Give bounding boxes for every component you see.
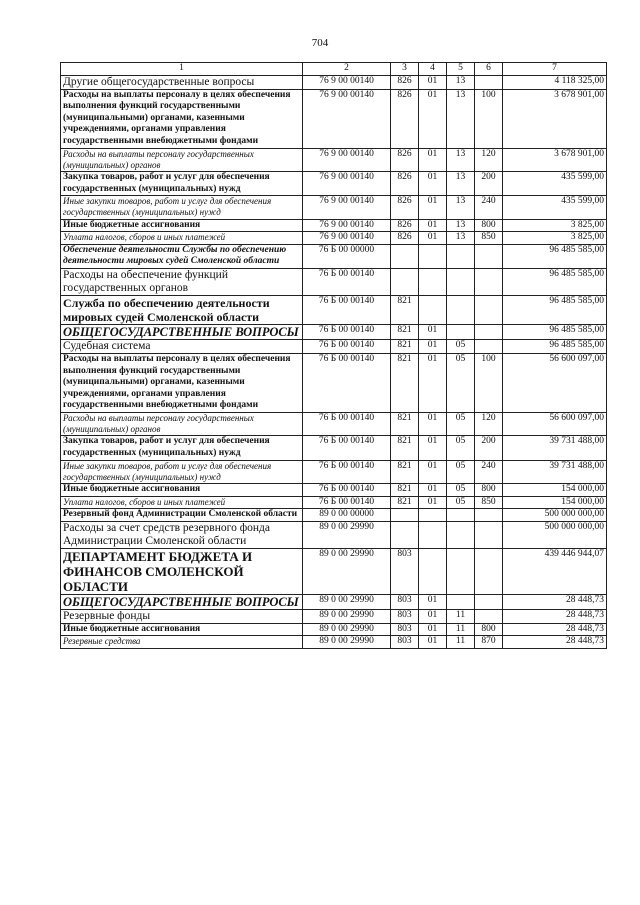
- subsection-code-cell: [447, 548, 475, 594]
- table-row: [61, 521, 607, 548]
- target-article-code-cell: 89 0 00 29990: [303, 521, 391, 548]
- amount-cell: 3 678 901,00: [503, 148, 607, 171]
- amount-cell: 96 485 585,00: [503, 339, 607, 353]
- ministry-code-cell: [391, 268, 419, 295]
- expense-name-cell: Судебная система: [61, 339, 303, 353]
- column-header: 3: [391, 63, 419, 76]
- ministry-code-cell: 803: [391, 548, 419, 594]
- table-row: [61, 219, 607, 232]
- amount-cell: 500 000 000,00: [503, 509, 607, 522]
- ministry-code-cell: 803: [391, 609, 419, 623]
- expense-name-cell: Уплата налогов, сборов и иных платежей: [61, 232, 303, 245]
- section-code-cell: 01: [419, 324, 447, 339]
- section-code-cell: 01: [419, 89, 447, 148]
- amount-cell: 28 448,73: [503, 609, 607, 623]
- ministry-code-cell: 826: [391, 196, 419, 219]
- section-code-cell: [419, 244, 447, 268]
- expense-name-cell: ОБЩЕГОСУДАРСТВЕННЫЕ ВОПРОСЫ: [61, 324, 303, 339]
- table-row: [61, 268, 607, 295]
- column-header: 7: [503, 63, 607, 76]
- subsection-code-cell: 05: [447, 339, 475, 353]
- table-row: [61, 295, 607, 324]
- section-code-cell: [419, 295, 447, 324]
- table-row: [61, 623, 607, 636]
- section-code-cell: 01: [419, 353, 447, 412]
- table-row: [61, 244, 607, 268]
- section-code-cell: 01: [419, 594, 447, 609]
- expense-name-cell: Расходы на выплаты персоналу в целях обеспечения выполнения функций государственными (муниципальными) органами, казенными учреждениями, органами управления государственными внебюджетными фондами: [61, 353, 303, 412]
- subsection-code-cell: 13: [447, 196, 475, 219]
- table-row: [61, 353, 607, 412]
- expense-type-code-cell: [475, 509, 503, 522]
- expense-name-cell: Расходы на выплаты персоналу государственных (муниципальных) органов: [61, 148, 303, 171]
- amount-cell: 96 485 585,00: [503, 324, 607, 339]
- expense-type-code-cell: 200: [475, 436, 503, 460]
- amount-cell: 500 000 000,00: [503, 521, 607, 548]
- expense-name-cell: Служба по обеспечению деятельности мировых судей Смоленской области: [61, 295, 303, 324]
- target-article-code-cell: 89 0 00 00000: [303, 509, 391, 522]
- expense-name-cell: Резервный фонд Администрации Смоленской области: [61, 509, 303, 522]
- expense-type-code-cell: [475, 75, 503, 89]
- column-header: 2: [303, 63, 391, 76]
- section-code-cell: 01: [419, 412, 447, 435]
- target-article-code-cell: 76 9 00 00140: [303, 171, 391, 195]
- subsection-code-cell: 05: [447, 496, 475, 509]
- expense-name-cell: Расходы на выплаты персоналу в целях обеспечения выполнения функций государственными (муниципальными) органами, казенными учреждениями, органами управления государственными внебюджетными фондами: [61, 89, 303, 148]
- section-code-cell: 01: [419, 496, 447, 509]
- expense-name-cell: Другие общегосударственные вопросы: [61, 75, 303, 89]
- amount-cell: 154 000,00: [503, 496, 607, 509]
- target-article-code-cell: 76 Б 00 00140: [303, 436, 391, 460]
- expense-name-cell: Иные бюджетные ассигнования: [61, 623, 303, 636]
- subsection-code-cell: 13: [447, 148, 475, 171]
- target-article-code-cell: 89 0 00 29990: [303, 609, 391, 623]
- expense-name-cell: Иные бюджетные ассигнования: [61, 483, 303, 496]
- section-code-cell: 01: [419, 460, 447, 483]
- subsection-code-cell: [447, 324, 475, 339]
- expense-name-cell: Закупка товаров, работ и услуг для обеспечения государственных (муниципальных) нужд: [61, 171, 303, 195]
- page-number: 704: [311, 37, 329, 49]
- expense-type-code-cell: 850: [475, 232, 503, 245]
- table-row: [61, 171, 607, 195]
- amount-cell: 56 600 097,00: [503, 353, 607, 412]
- expense-name-cell: Расходы за счет средств резервного фонда Администрации Смоленской области: [61, 521, 303, 548]
- expense-type-code-cell: [475, 594, 503, 609]
- section-code-cell: 01: [419, 483, 447, 496]
- ministry-code-cell: 821: [391, 436, 419, 460]
- expense-name-cell: Уплата налогов, сборов и иных платежей: [61, 496, 303, 509]
- table-row: [61, 89, 607, 148]
- ministry-code-cell: 821: [391, 460, 419, 483]
- amount-cell: 39 731 488,00: [503, 460, 607, 483]
- table-row: [61, 412, 607, 435]
- target-article-code-cell: 76 9 00 00140: [303, 219, 391, 232]
- target-article-code-cell: 76 Б 00 00140: [303, 496, 391, 509]
- amount-cell: 96 485 585,00: [503, 244, 607, 268]
- table-row: [61, 436, 607, 460]
- subsection-code-cell: 13: [447, 89, 475, 148]
- expense-type-code-cell: 850: [475, 496, 503, 509]
- expense-name-cell: Иные закупки товаров, работ и услуг для обеспечения государственных (муниципальных) нужд: [61, 460, 303, 483]
- subsection-code-cell: 13: [447, 75, 475, 89]
- budget-table: [60, 62, 607, 649]
- target-article-code-cell: 76 Б 00 00140: [303, 460, 391, 483]
- section-code-cell: [419, 548, 447, 594]
- ministry-code-cell: 821: [391, 496, 419, 509]
- expense-type-code-cell: 800: [475, 623, 503, 636]
- amount-cell: 4 118 325,00: [503, 75, 607, 89]
- target-article-code-cell: 76 Б 00 00140: [303, 483, 391, 496]
- expense-name-cell: ДЕПАРТАМЕНТ БЮДЖЕТА И ФИНАНСОВ СМОЛЕНСКОЙ ОБЛАСТИ: [61, 548, 303, 594]
- target-article-code-cell: 76 9 00 00140: [303, 232, 391, 245]
- section-code-cell: [419, 509, 447, 522]
- expense-type-code-cell: [475, 521, 503, 548]
- expense-type-code-cell: [475, 324, 503, 339]
- target-article-code-cell: 89 0 00 29990: [303, 548, 391, 594]
- amount-cell: 28 448,73: [503, 636, 607, 649]
- target-article-code-cell: 89 0 00 29990: [303, 623, 391, 636]
- ministry-code-cell: 803: [391, 636, 419, 649]
- ministry-code-cell: 826: [391, 75, 419, 89]
- subsection-code-cell: 05: [447, 353, 475, 412]
- subsection-code-cell: 11: [447, 623, 475, 636]
- target-article-code-cell: 76 9 00 00140: [303, 148, 391, 171]
- target-article-code-cell: 76 9 00 00140: [303, 75, 391, 89]
- expense-type-code-cell: 800: [475, 483, 503, 496]
- table-row: [61, 509, 607, 522]
- amount-cell: 435 599,00: [503, 171, 607, 195]
- target-article-code-cell: 76 Б 00 00140: [303, 324, 391, 339]
- expense-name-cell: Закупка товаров, работ и услуг для обеспечения государственных (муниципальных) нужд: [61, 436, 303, 460]
- target-article-code-cell: 76 Б 00 00140: [303, 268, 391, 295]
- target-article-code-cell: 76 Б 00 00140: [303, 295, 391, 324]
- table-row: [61, 594, 607, 609]
- target-article-code-cell: 76 Б 00 00000: [303, 244, 391, 268]
- column-header: 4: [419, 63, 447, 76]
- table-row: [61, 339, 607, 353]
- section-code-cell: 01: [419, 636, 447, 649]
- expense-name-cell: Резервные фонды: [61, 609, 303, 623]
- ministry-code-cell: [391, 509, 419, 522]
- table-header-row: [61, 63, 607, 76]
- table-row: [61, 148, 607, 171]
- section-code-cell: [419, 521, 447, 548]
- ministry-code-cell: 821: [391, 412, 419, 435]
- table-row: [61, 196, 607, 219]
- expense-type-code-cell: [475, 244, 503, 268]
- amount-cell: 96 485 585,00: [503, 268, 607, 295]
- ministry-code-cell: 826: [391, 219, 419, 232]
- amount-cell: 435 599,00: [503, 196, 607, 219]
- expense-type-code-cell: [475, 548, 503, 594]
- subsection-code-cell: 11: [447, 636, 475, 649]
- ministry-code-cell: 821: [391, 324, 419, 339]
- expense-type-code-cell: [475, 609, 503, 623]
- expense-type-code-cell: [475, 268, 503, 295]
- target-article-code-cell: 89 0 00 29990: [303, 636, 391, 649]
- table-row: [61, 232, 607, 245]
- ministry-code-cell: 821: [391, 295, 419, 324]
- subsection-code-cell: [447, 295, 475, 324]
- target-article-code-cell: 76 9 00 00140: [303, 89, 391, 148]
- amount-cell: 3 678 901,00: [503, 89, 607, 148]
- amount-cell: 28 448,73: [503, 594, 607, 609]
- expense-type-code-cell: 800: [475, 219, 503, 232]
- subsection-code-cell: 13: [447, 232, 475, 245]
- section-code-cell: 01: [419, 148, 447, 171]
- section-code-cell: 01: [419, 436, 447, 460]
- subsection-code-cell: 05: [447, 460, 475, 483]
- ministry-code-cell: [391, 521, 419, 548]
- amount-cell: 439 446 944,07: [503, 548, 607, 594]
- section-code-cell: 01: [419, 232, 447, 245]
- section-code-cell: 01: [419, 219, 447, 232]
- expense-type-code-cell: 870: [475, 636, 503, 649]
- column-header: 1: [61, 63, 303, 76]
- expense-type-code-cell: 240: [475, 196, 503, 219]
- ministry-code-cell: 821: [391, 339, 419, 353]
- ministry-code-cell: 821: [391, 353, 419, 412]
- amount-cell: 3 825,00: [503, 232, 607, 245]
- subsection-code-cell: 05: [447, 412, 475, 435]
- table-row: [61, 636, 607, 649]
- expense-type-code-cell: [475, 295, 503, 324]
- subsection-code-cell: 05: [447, 483, 475, 496]
- target-article-code-cell: 76 9 00 00140: [303, 196, 391, 219]
- section-code-cell: 01: [419, 609, 447, 623]
- expense-type-code-cell: 200: [475, 171, 503, 195]
- section-code-cell: 01: [419, 339, 447, 353]
- subsection-code-cell: 13: [447, 171, 475, 195]
- subsection-code-cell: [447, 521, 475, 548]
- ministry-code-cell: 826: [391, 148, 419, 171]
- subsection-code-cell: [447, 268, 475, 295]
- section-code-cell: [419, 268, 447, 295]
- target-article-code-cell: 76 Б 00 00140: [303, 412, 391, 435]
- expense-name-cell: Расходы на выплаты персоналу государственных (муниципальных) органов: [61, 412, 303, 435]
- amount-cell: 3 825,00: [503, 219, 607, 232]
- expense-name-cell: Иные закупки товаров, работ и услуг для обеспечения государственных (муниципальных) нужд: [61, 196, 303, 219]
- ministry-code-cell: 821: [391, 483, 419, 496]
- subsection-code-cell: [447, 244, 475, 268]
- expense-name-cell: Обеспечение деятельности Службы по обеспечению деятельности мировых судей Смоленской области: [61, 244, 303, 268]
- expense-type-code-cell: 120: [475, 148, 503, 171]
- table-row: [61, 483, 607, 496]
- ministry-code-cell: [391, 244, 419, 268]
- table-row: [61, 496, 607, 509]
- expense-type-code-cell: 120: [475, 412, 503, 435]
- subsection-code-cell: 13: [447, 219, 475, 232]
- table-row: [61, 324, 607, 339]
- subsection-code-cell: 11: [447, 609, 475, 623]
- expense-name-cell: Расходы на обеспечение функций государственных органов: [61, 268, 303, 295]
- table-row: [61, 548, 607, 594]
- expense-type-code-cell: 100: [475, 353, 503, 412]
- target-article-code-cell: 89 0 00 29990: [303, 594, 391, 609]
- ministry-code-cell: 803: [391, 623, 419, 636]
- target-article-code-cell: 76 Б 00 00140: [303, 339, 391, 353]
- amount-cell: 28 448,73: [503, 623, 607, 636]
- section-code-cell: 01: [419, 75, 447, 89]
- amount-cell: 39 731 488,00: [503, 436, 607, 460]
- expense-name-cell: ОБЩЕГОСУДАРСТВЕННЫЕ ВОПРОСЫ: [61, 594, 303, 609]
- amount-cell: 56 600 097,00: [503, 412, 607, 435]
- table-row: [61, 609, 607, 623]
- section-code-cell: 01: [419, 196, 447, 219]
- expense-type-code-cell: 240: [475, 460, 503, 483]
- expense-name-cell: Резервные средства: [61, 636, 303, 649]
- amount-cell: 96 485 585,00: [503, 295, 607, 324]
- subsection-code-cell: [447, 509, 475, 522]
- expense-type-code-cell: [475, 339, 503, 353]
- table-row: [61, 460, 607, 483]
- column-header: 6: [475, 63, 503, 76]
- target-article-code-cell: 76 Б 00 00140: [303, 353, 391, 412]
- ministry-code-cell: 826: [391, 232, 419, 245]
- ministry-code-cell: 803: [391, 594, 419, 609]
- column-header: 5: [447, 63, 475, 76]
- expense-name-cell: Иные бюджетные ассигнования: [61, 219, 303, 232]
- expense-type-code-cell: 100: [475, 89, 503, 148]
- table-row: [61, 75, 607, 89]
- amount-cell: 154 000,00: [503, 483, 607, 496]
- subsection-code-cell: 05: [447, 436, 475, 460]
- ministry-code-cell: 826: [391, 171, 419, 195]
- subsection-code-cell: [447, 594, 475, 609]
- ministry-code-cell: 826: [391, 89, 419, 148]
- section-code-cell: 01: [419, 171, 447, 195]
- section-code-cell: 01: [419, 623, 447, 636]
